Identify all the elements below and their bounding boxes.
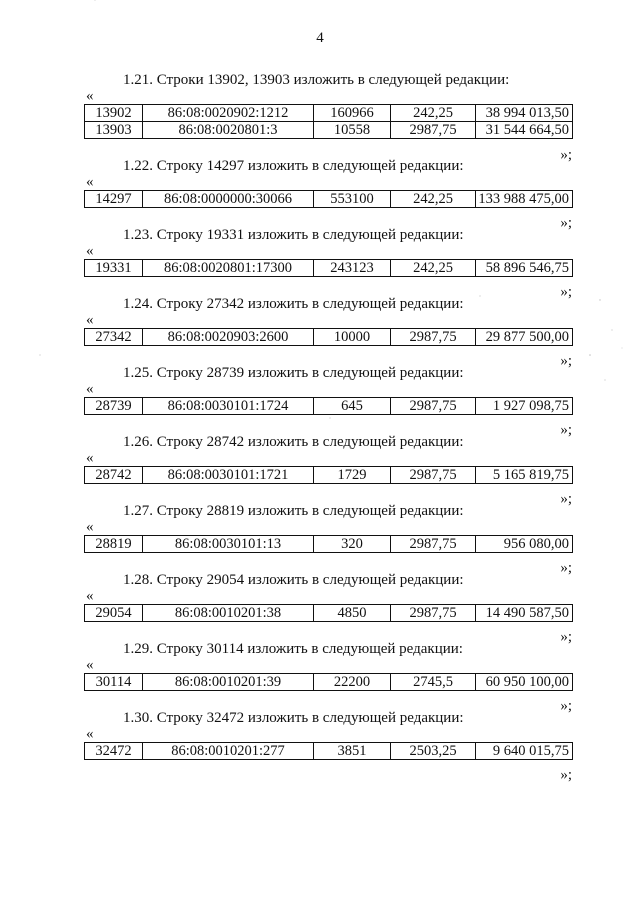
cell-cadastral-number: 86:08:0020903:2600 <box>143 329 314 346</box>
cell-value: 133 988 475,00 <box>476 191 573 208</box>
table-row <box>85 398 573 415</box>
cell-value: 60 950 100,00 <box>476 674 573 691</box>
cell-row-number: 32472 <box>85 743 143 760</box>
section-heading: 1.21. Строки 13902, 13903 изложить в следующей редакции: <box>123 72 510 88</box>
cell-row-number: 27342 <box>85 329 143 346</box>
closing-quote: »; <box>560 215 572 231</box>
closing-quote: »; <box>560 422 572 438</box>
closing-quote: »; <box>560 147 572 163</box>
data-table <box>84 104 573 139</box>
closing-quote: »; <box>560 767 572 783</box>
table-row <box>85 105 573 122</box>
cell-area: 243123 <box>314 260 391 277</box>
section-heading: 1.30. Строку 32472 изложить в следующей редакции: <box>123 710 464 726</box>
cell-area: 645 <box>314 398 391 415</box>
opening-quote: « <box>86 588 94 604</box>
opening-quote: « <box>86 88 94 104</box>
table-row <box>85 122 573 139</box>
opening-quote: « <box>86 450 94 466</box>
closing-quote: »; <box>560 284 572 300</box>
closing-quote: »; <box>560 353 572 369</box>
cell-cadastral-number: 86:08:0020801:17300 <box>143 260 314 277</box>
closing-quote: »; <box>560 629 572 645</box>
cell-value: 1 927 098,75 <box>476 398 573 415</box>
data-table <box>84 397 573 415</box>
section-heading: 1.23. Строку 19331 изложить в следующей редакции: <box>123 227 464 243</box>
data-table <box>84 535 573 553</box>
amendment-section <box>0 158 640 231</box>
section-heading: 1.28. Строку 29054 изложить в следующей редакции: <box>123 572 464 588</box>
cell-rate: 2503,25 <box>391 743 476 760</box>
cell-value: 5 165 819,75 <box>476 467 573 484</box>
cell-rate: 2987,75 <box>391 467 476 484</box>
cell-row-number: 13903 <box>85 122 143 139</box>
section-heading: 1.29. Строку 30114 изложить в следующей редакции: <box>123 641 463 657</box>
cell-cadastral-number: 86:08:0010201:277 <box>143 743 314 760</box>
section-heading: 1.22. Строку 14297 изложить в следующей редакции: <box>123 158 464 174</box>
cell-rate: 2987,75 <box>391 329 476 346</box>
cell-cadastral-number: 86:08:0010201:38 <box>143 605 314 622</box>
amendment-section <box>0 572 640 645</box>
cell-rate: 242,25 <box>391 260 476 277</box>
amendment-section <box>0 72 640 163</box>
table-row <box>85 260 573 277</box>
cell-area: 320 <box>314 536 391 553</box>
amendment-section <box>0 227 640 300</box>
cell-cadastral-number: 86:08:0000000:30066 <box>143 191 314 208</box>
data-table <box>84 466 573 484</box>
cell-value: 38 994 013,50 <box>476 105 573 122</box>
amendment-section <box>0 296 640 369</box>
data-table <box>84 742 573 760</box>
cell-cadastral-number: 86:08:0020801:3 <box>143 122 314 139</box>
cell-row-number: 13902 <box>85 105 143 122</box>
closing-quote: »; <box>560 491 572 507</box>
cell-area: 22200 <box>314 674 391 691</box>
data-table <box>84 328 573 346</box>
cell-row-number: 28742 <box>85 467 143 484</box>
amendment-section <box>0 434 640 507</box>
amendment-section <box>0 365 640 438</box>
cell-rate: 2987,75 <box>391 398 476 415</box>
amendment-section <box>0 710 640 783</box>
cell-rate: 2987,75 <box>391 605 476 622</box>
cell-rate: 2987,75 <box>391 536 476 553</box>
cell-value: 29 877 500,00 <box>476 329 573 346</box>
cell-area: 10000 <box>314 329 391 346</box>
cell-cadastral-number: 86:08:0030101:13 <box>143 536 314 553</box>
table-row <box>85 467 573 484</box>
cell-row-number: 29054 <box>85 605 143 622</box>
table-row <box>85 605 573 622</box>
opening-quote: « <box>86 726 94 742</box>
opening-quote: « <box>86 657 94 673</box>
cell-value: 956 080,00 <box>476 536 573 553</box>
section-heading: 1.25. Строку 28739 изложить в следующей редакции: <box>123 365 464 381</box>
cell-rate: 242,25 <box>391 191 476 208</box>
cell-cadastral-number: 86:08:0010201:39 <box>143 674 314 691</box>
data-table <box>84 673 573 691</box>
cell-cadastral-number: 86:08:0030101:1724 <box>143 398 314 415</box>
amendment-section <box>0 641 640 714</box>
amendment-section <box>0 503 640 576</box>
cell-rate: 2745,5 <box>391 674 476 691</box>
cell-row-number: 30114 <box>85 674 143 691</box>
data-table <box>84 259 573 277</box>
cell-value: 58 896 546,75 <box>476 260 573 277</box>
data-table <box>84 190 573 208</box>
cell-cadastral-number: 86:08:0020902:1212 <box>143 105 314 122</box>
section-heading: 1.27. Строку 28819 изложить в следующей редакции: <box>123 503 464 519</box>
amendment-sections <box>0 72 640 783</box>
opening-quote: « <box>86 243 94 259</box>
cell-area: 3851 <box>314 743 391 760</box>
opening-quote: « <box>86 519 94 535</box>
closing-quote: »; <box>560 698 572 714</box>
cell-value: 14 490 587,50 <box>476 605 573 622</box>
closing-quote: »; <box>560 560 572 576</box>
opening-quote: « <box>86 381 94 397</box>
cell-value: 31 544 664,50 <box>476 122 573 139</box>
table-row <box>85 674 573 691</box>
cell-area: 4850 <box>314 605 391 622</box>
cell-area: 160966 <box>314 105 391 122</box>
cell-area: 1729 <box>314 467 391 484</box>
cell-rate: 242,25 <box>391 105 476 122</box>
data-table <box>84 604 573 622</box>
cell-row-number: 19331 <box>85 260 143 277</box>
cell-row-number: 14297 <box>85 191 143 208</box>
table-row <box>85 191 573 208</box>
cell-rate: 2987,75 <box>391 122 476 139</box>
cell-area: 10558 <box>314 122 391 139</box>
cell-row-number: 28739 <box>85 398 143 415</box>
opening-quote: « <box>86 174 94 190</box>
opening-quote: « <box>86 312 94 328</box>
section-heading: 1.26. Строку 28742 изложить в следующей редакции: <box>123 434 464 450</box>
cell-cadastral-number: 86:08:0030101:1721 <box>143 467 314 484</box>
table-row <box>85 536 573 553</box>
cell-value: 9 640 015,75 <box>476 743 573 760</box>
table-row <box>85 743 573 760</box>
cell-row-number: 28819 <box>85 536 143 553</box>
cell-area: 553100 <box>314 191 391 208</box>
section-heading: 1.24. Строку 27342 изложить в следующей редакции: <box>123 296 464 312</box>
page-number: 4 <box>316 30 324 46</box>
table-row <box>85 329 573 346</box>
